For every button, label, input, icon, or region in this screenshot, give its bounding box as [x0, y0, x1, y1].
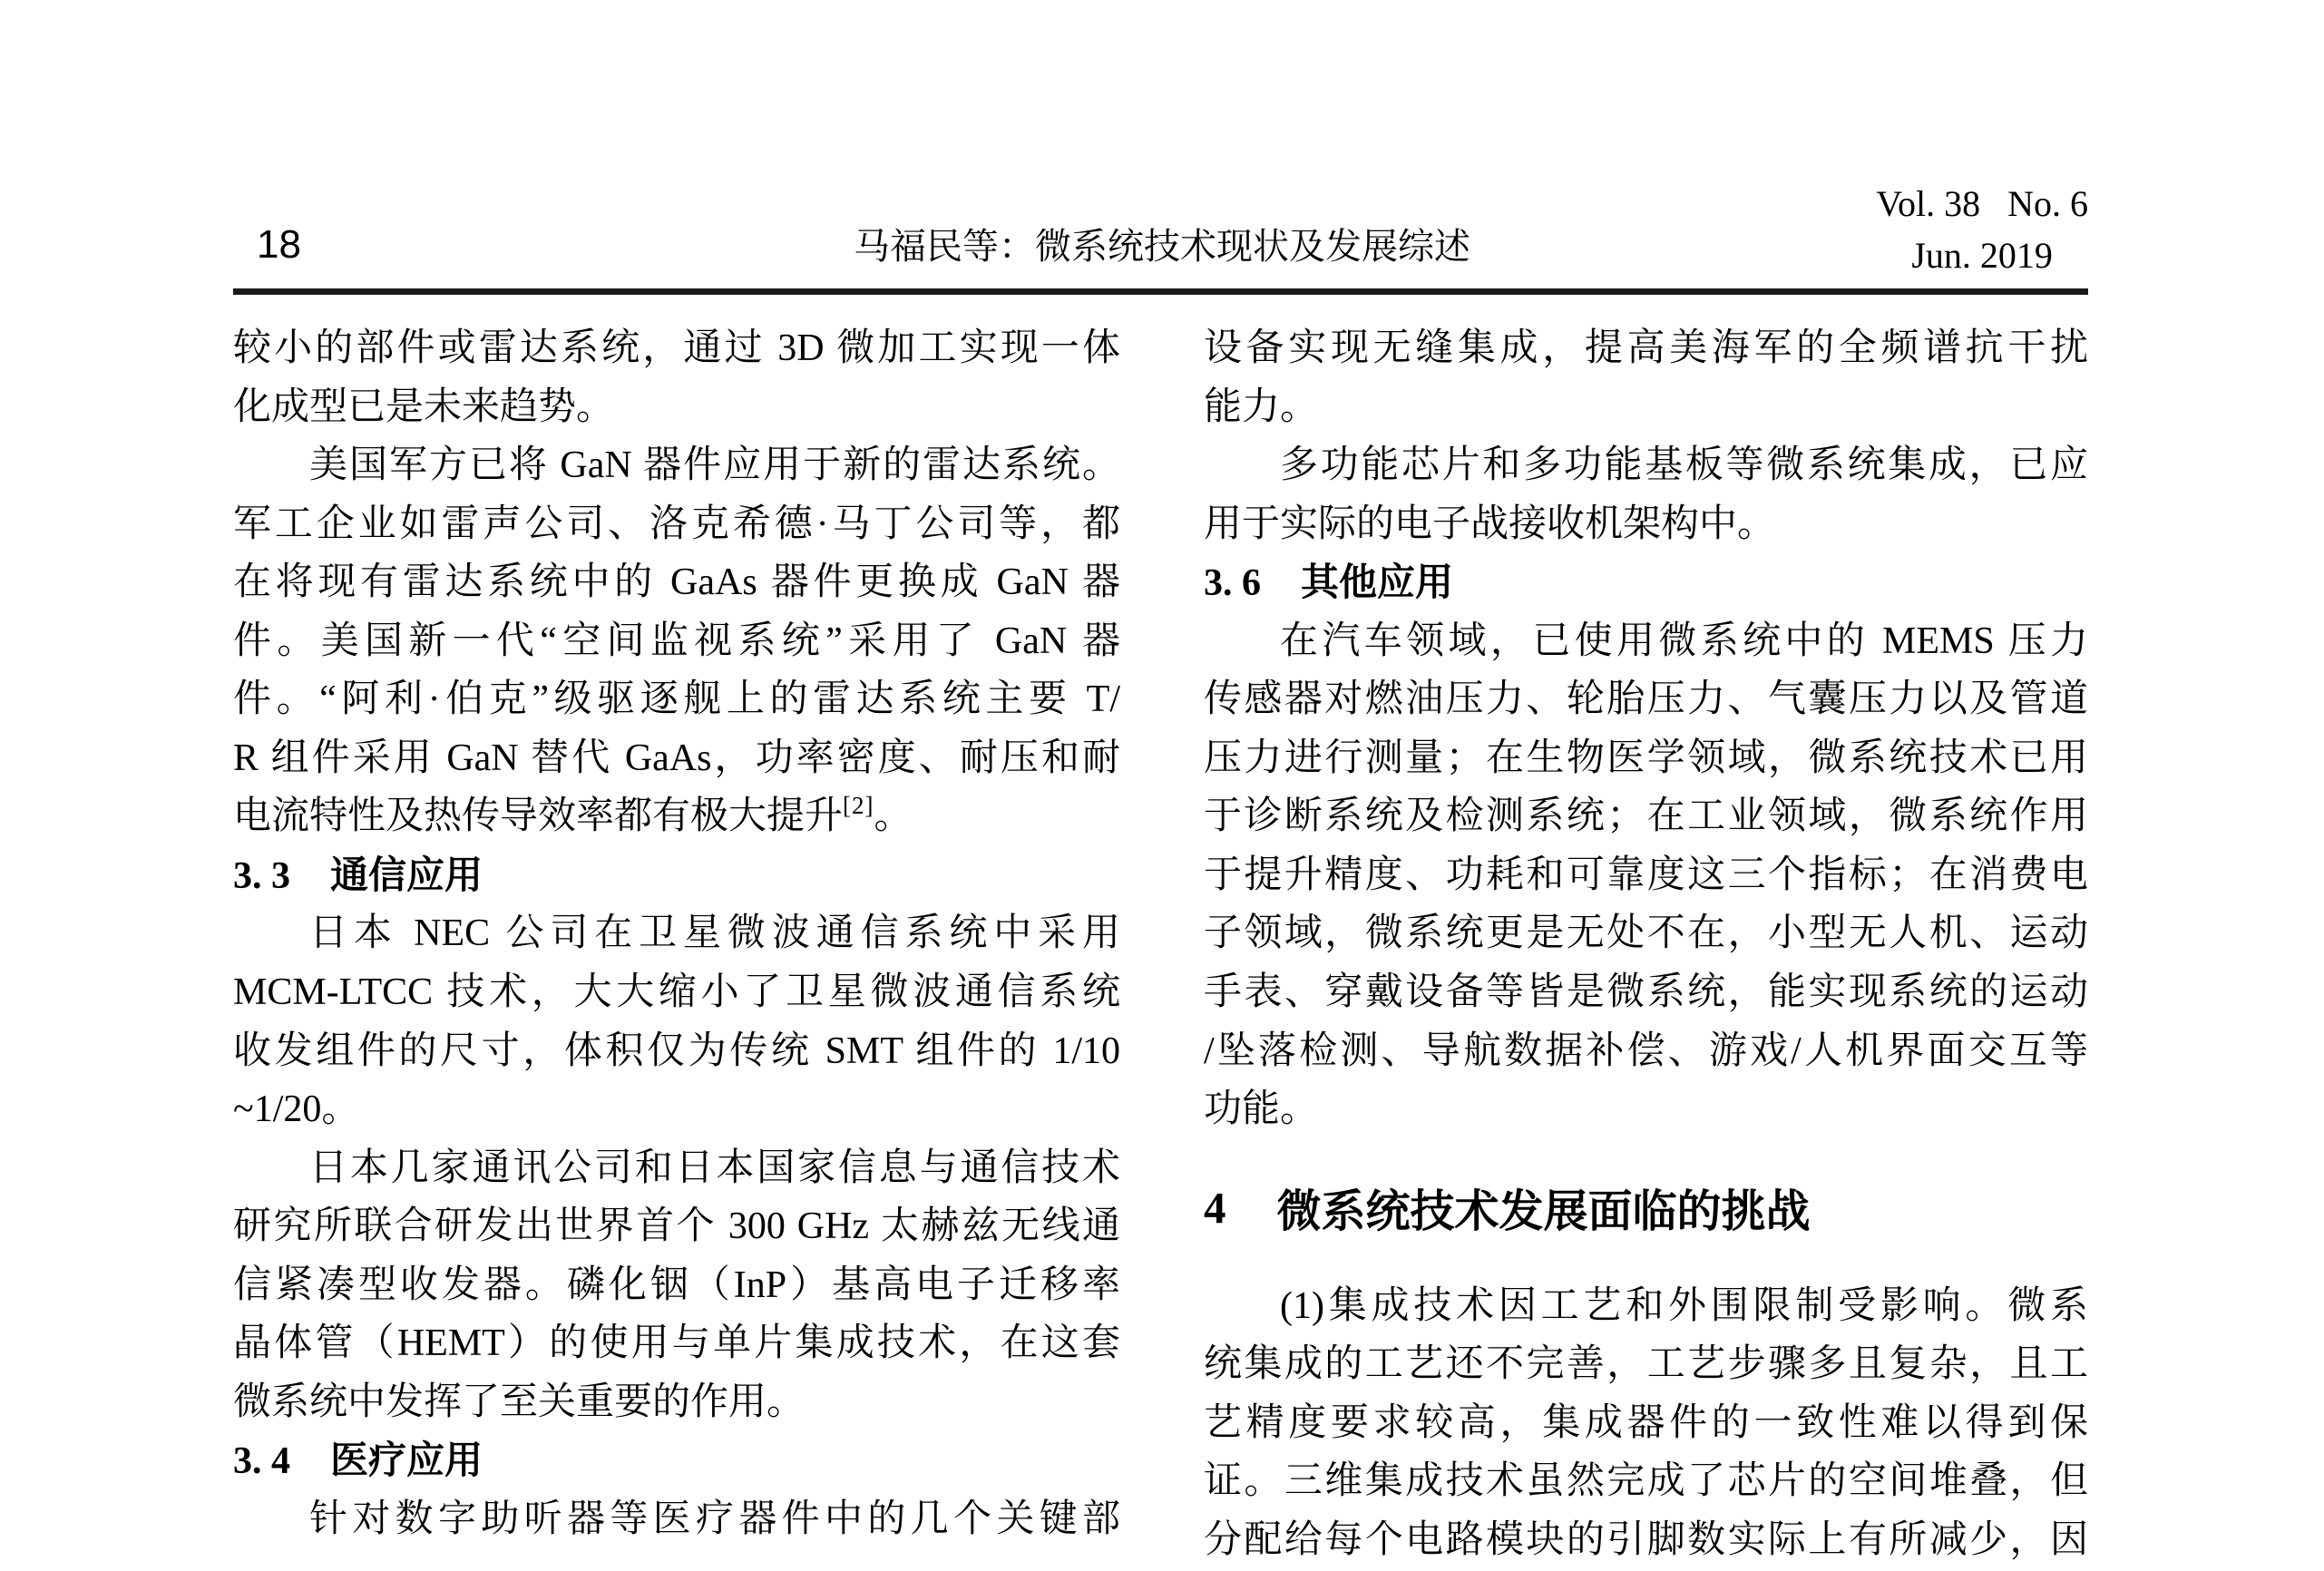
text-line: ~1/20。	[233, 1088, 360, 1131]
text-line: 晶体管（HEMT）的使用与单片集成技术，在这套	[233, 1322, 1120, 1365]
text-line: 于提升精度、功耗和可靠度这三个指标；在消费电	[1204, 854, 2088, 896]
text-line: 统集成的工艺还不完善，工艺步骤多且复杂，且工	[1204, 1343, 2088, 1386]
citation-marker: [2]	[843, 792, 874, 820]
section-title: 其他应用	[1301, 561, 1454, 604]
text-line: 证。三维集成技术虽然完成了芯片的空间堆叠，但	[1204, 1460, 2088, 1503]
volume-issue: Vol. 38 No. 6	[1876, 183, 2088, 224]
text-line: 收发组件的尺寸，体积仅为传统 SMT 组件的 1/10	[233, 1029, 1120, 1072]
text-line: 在将现有雷达系统中的 GaAs 器件更换成 GaN 器	[233, 561, 1120, 604]
volume-issue-block	[1876, 178, 2088, 281]
subsection-heading	[1204, 553, 2088, 612]
text-line: 用于实际的电子战接收机架构中。	[1204, 503, 1776, 545]
text-line: 件。美国新一代“空间监视系统”采用了 GaN 器	[233, 620, 1120, 662]
text-line: 手表、穿戴设备等皆是微系统，能实现系统的运动	[1204, 971, 2088, 1014]
section-number: 4	[1204, 1183, 1226, 1234]
text-line: 传感器对燃油压力、轮胎压力、气囊压力以及管道	[1204, 678, 2088, 721]
text-line: 在汽车领域，已使用微系统中的 MEMS 压力	[1280, 620, 2088, 662]
text-line: 美国军方已将 GaN 器件应用于新的雷达系统。	[309, 444, 1120, 487]
section-title: 通信应用	[330, 853, 483, 896]
text-line: 针对数字助听器等医疗器件中的几个关键部	[309, 1498, 1120, 1540]
running-title: 马福民等：微系统技术现状及发展综述	[854, 226, 1470, 267]
text-line: 较小的部件或雷达系统，通过 3D 微加工实现一体	[233, 327, 1120, 369]
section-title: 医疗应用	[330, 1439, 483, 1482]
issue-date: Jun. 2019	[1911, 235, 2053, 276]
section-number: 3. 4	[233, 1440, 290, 1483]
text-line: 多功能芯片和多功能基板等微系统集成，已应	[1280, 444, 2088, 487]
text-line: /坠落检测、导航数据补偿、游戏/人机界面交互等	[1204, 1029, 2088, 1072]
page-number: 18	[257, 222, 301, 267]
section-heading	[1204, 1139, 2088, 1277]
text-line: 军工企业如雷声公司、洛克希德·马丁公司等，都	[233, 503, 1120, 545]
right-column	[1204, 319, 2088, 1569]
text-line: 功能。	[1204, 1088, 1319, 1131]
text-line: MCM-LTCC 技术，大大缩小了卫星微波通信系统	[233, 971, 1120, 1014]
text-line: 信紧凑型收发器。磷化铟（InP）基高电子迁移率	[233, 1264, 1120, 1306]
text-line: 分配给每个电路模块的引脚数实际上有所减少，因	[1204, 1518, 2088, 1561]
text-line: 件。“阿利·伯克”级驱逐舰上的雷达系统主要 T/	[233, 678, 1120, 721]
text-line: 研究所联合研发出世界首个 300 GHz 太赫兹无线通	[233, 1205, 1120, 1248]
text-line: 设备实现无缝集成，提高美海军的全频谱抗干扰	[1204, 327, 2088, 369]
text-line: 艺精度要求较高，集成器件的一致性难以得到保	[1204, 1401, 2088, 1444]
text-line: 日本 NEC 公司在卫星微波通信系统中采用	[309, 912, 1120, 955]
text-line: 压力进行测量；在生物医学领域，微系统技术已用	[1204, 737, 2088, 779]
text-line: R 组件采用 GaN 替代 GaAs，功率密度、耐压和耐	[233, 737, 1120, 779]
left-column	[233, 319, 1120, 1548]
header-rule	[233, 288, 2088, 295]
text-line: 于诊断系统及检测系统；在工业领域，微系统作用	[1204, 795, 2088, 838]
text-line: 化成型已是未来趋势。	[233, 385, 615, 428]
text-line: 子领域，微系统更是无处不在，小型无人机、运动	[1204, 912, 2088, 955]
subsection-heading	[233, 846, 1120, 905]
text-line: 日本几家通讯公司和日本国家信息与通信技术	[309, 1147, 1120, 1189]
text-line: (1)集成技术因工艺和外围限制受影响。微系	[1280, 1284, 2088, 1327]
section-number: 3. 3	[233, 854, 290, 897]
section-number: 3. 6	[1204, 562, 1261, 605]
text-line: 能力。	[1204, 385, 1319, 428]
text-line: 电流特性及热传导效率都有极大提升[2]。	[233, 792, 913, 838]
text-line: 微系统中发挥了至关重要的作用。	[233, 1381, 806, 1423]
subsection-heading	[233, 1431, 1120, 1490]
section-title: 微系统技术发展面临的挑战	[1276, 1186, 1811, 1236]
